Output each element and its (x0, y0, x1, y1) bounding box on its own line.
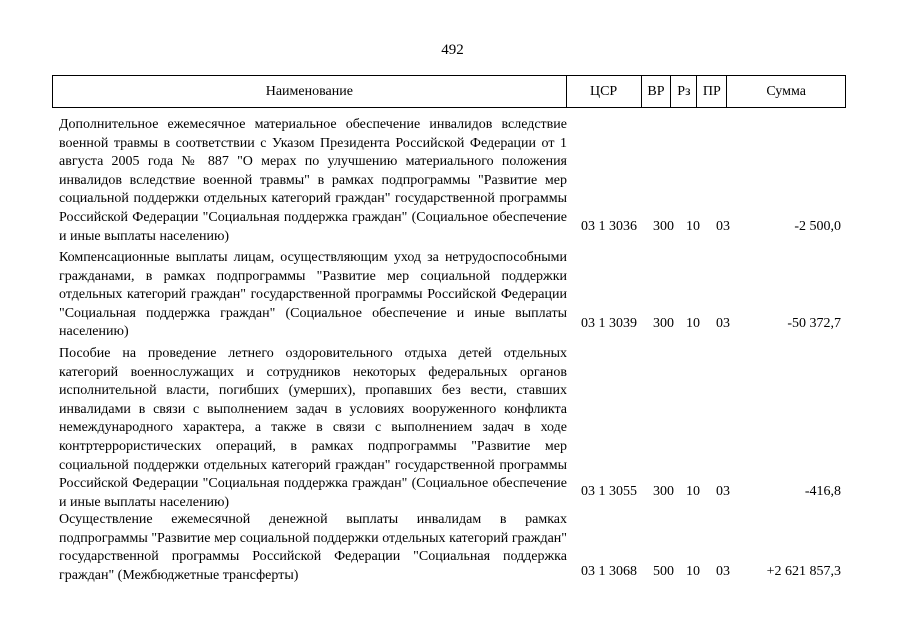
row-csr: 03 1 3036 (581, 219, 637, 234)
row-name: Пособие на проведение летнего оздоровительного отдыха детей отдельных категорий военнослужащих и сотрудников некоторых федеральных органов исполнительной власти, погибших (умерших), пропавших без вести, ставших инвалидами в связи с выполнением задач в условиях вооруженного конфликта немеждународного характера, а также в связи с выполнением задач в ходе контртеррористических операций, в рамках подпрограммы "Развитие мер социальной поддержки отдельных категорий граждан" государственной программы Российской Федерации "Социальная поддержка граждан" (Социальное обеспечение и иные выплаты населению) (59, 346, 567, 510)
row-codes (52, 483, 846, 502)
row-sum: +2 621 857,3 (766, 564, 841, 579)
header-rz: Рз (671, 76, 697, 107)
header-pr: ПР (697, 76, 727, 107)
row-rz: 10 (686, 316, 700, 331)
table-header (52, 75, 846, 108)
row-csr: 03 1 3068 (581, 564, 637, 579)
row-sum: -416,8 (804, 484, 841, 499)
header-csr: ЦСР (567, 76, 642, 107)
row-rz: 10 (686, 484, 700, 499)
row-csr: 03 1 3055 (581, 484, 637, 499)
row-codes (52, 315, 846, 334)
header-sum: Сумма (766, 83, 806, 99)
row-rz: 10 (686, 564, 700, 579)
row-vr: 300 (653, 484, 674, 499)
row-vr: 300 (653, 316, 674, 331)
page-number: 492 (441, 42, 464, 58)
header-vr: ВР (642, 76, 672, 107)
row-codes (52, 563, 846, 582)
row-pr: 03 (716, 564, 730, 579)
row-pr: 03 (716, 484, 730, 499)
row-name: Осуществление ежемесячной денежной выплаты инвалидам в рамках подпрограммы "Развитие мер социальной поддержки отдельных категорий граждан" государственной программы Российской Федерации "Социальная поддержка граждан" (Межбюджетные трансферты) (59, 512, 567, 583)
row-pr: 03 (716, 316, 730, 331)
row-rz: 10 (686, 219, 700, 234)
row-sum: -2 500,0 (794, 219, 841, 234)
row-vr: 500 (653, 564, 674, 579)
row-csr: 03 1 3039 (581, 316, 637, 331)
row-name: Дополнительное ежемесячное материальное обеспечение инвалидов вследствие военной травмы в соответствии с Указом Президента Российской Федерации от 1 августа 2005 года № 887 "О мерах по улучшению материального положения инвалидов вследствие военной травмы" в рамках подпрограммы "Развитие мер социальной поддержки отдельных категорий граждан" государственной программы Российской Федерации "Социальная поддержка граждан" (Социальное обеспечение и иные выплаты населению) (59, 117, 567, 244)
row-pr: 03 (716, 219, 730, 234)
row-name: Компенсационные выплаты лицам, осуществляющим уход за нетрудоспособными гражданами, в рамках подпрограммы "Развитие мер социальной поддержки отдельных категорий граждан" государственной программы Российской Федерации "Социальная поддержка граждан" (Социальное обеспечение и иные выплаты населению) (59, 250, 567, 340)
row-vr: 300 (653, 219, 674, 234)
row-codes (52, 218, 846, 237)
header-name: Наименование (53, 76, 567, 107)
row-sum: -50 372,7 (787, 316, 841, 331)
